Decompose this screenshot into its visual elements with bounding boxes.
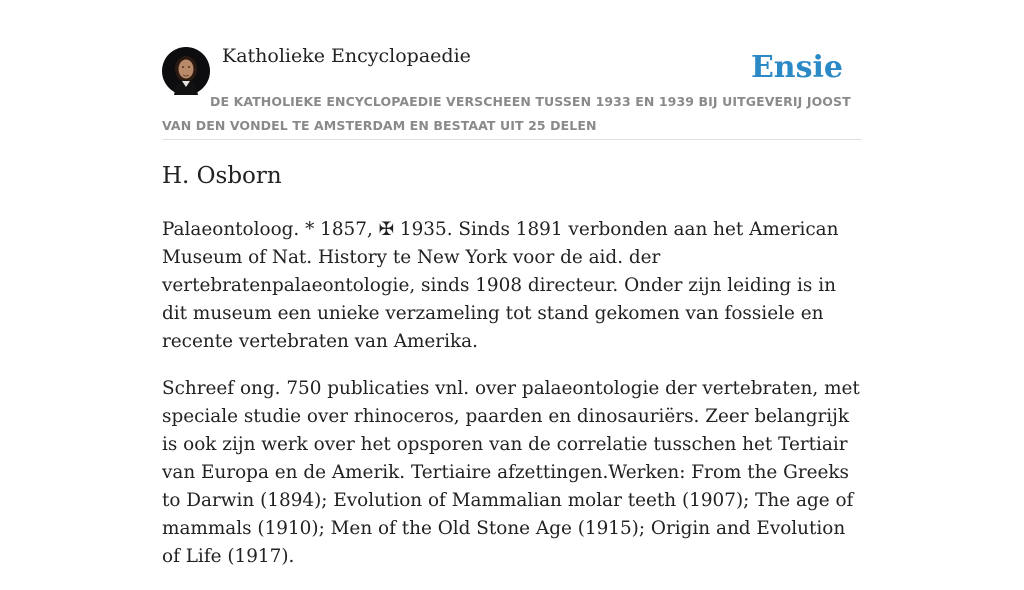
article-paragraph: Palaeontoloog. * 1857, ✠ 1935. Sinds 1891 verbonden aan het American Museum of Nat. History te New York voor de aid. der vertebratenpalaeontologie, sinds 1908 directeur. Onder zijn leiding is in dit museum een unieke verzameling tot stand gekomen van fossiele en recente vertebraten van Amerika. <box>162 219 839 352</box>
site-title[interactable]: Katholieke Encyclopaedie <box>222 45 471 67</box>
brand-logo-link[interactable]: Ensie <box>750 50 843 85</box>
article-title: H. Osborn <box>162 163 282 189</box>
article-body <box>162 216 862 590</box>
article-paragraph: Schreef ong. 750 publicaties vnl. over palaeontologie der vertebraten, met speciale studie over rhinoceros, paarden en dinosauriërs. Zeer belangrijk is ook zijn werk over het opsporen van de correlatie tusschen het Tertiair van Europa en de Amerik. Tertiaire afzettingen.Werken: From the Greeks to Darwin (1894); Evolution of Mammalian molar teeth (1907); The age of mammals (1910); Men of the Old Stone Age (1915); Origin and Evolution of Life (1917). <box>162 378 860 567</box>
portrait-avatar-icon <box>162 47 210 95</box>
site-tagline: DE KATHOLIEKE ENCYCLOPAEDIE VERSCHEEN TUSSEN 1933 EN 1939 BIJ UITGEVERIJ JOOST VAN DEN VONDEL TE AMSTERDAM EN BESTAAT UIT 25 DELEN <box>162 94 851 133</box>
header-divider <box>162 139 862 140</box>
site-avatar[interactable] <box>162 47 210 95</box>
